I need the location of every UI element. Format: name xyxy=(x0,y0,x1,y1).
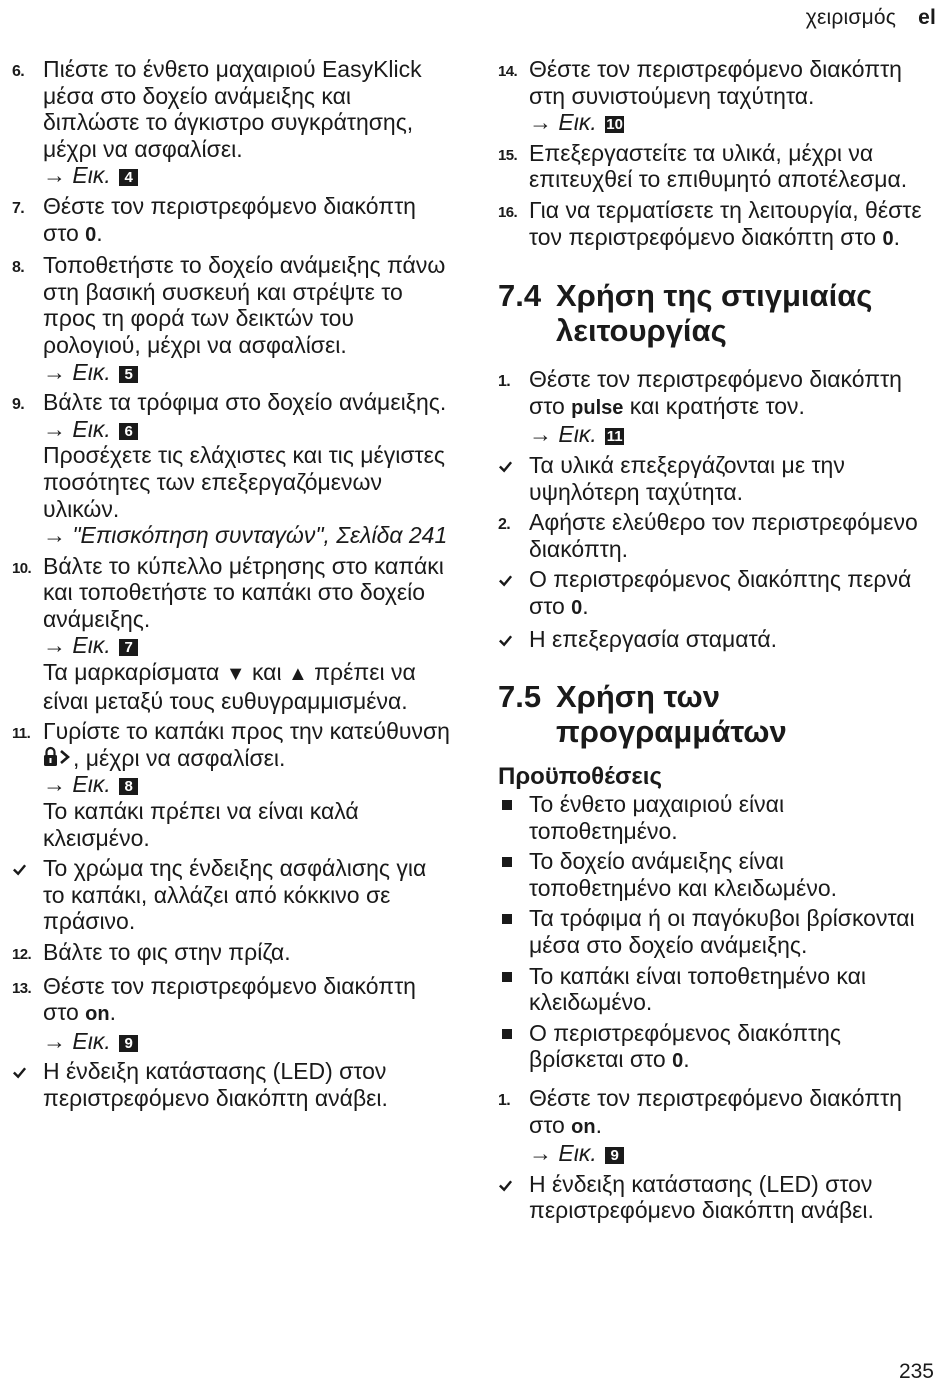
figure-badge: 9 xyxy=(605,1147,624,1164)
step-14 xyxy=(498,56,928,136)
square-bullet-icon xyxy=(498,905,529,958)
prerequisite-item: Ο περιστρεφόμενος διακόπτης βρίσκεται στο 0. xyxy=(498,1020,928,1075)
step-number: 2. xyxy=(498,516,511,534)
section-heading-7-5 xyxy=(498,679,928,749)
step-text: Θέστε τον περιστρεφόμενο διακόπτη στο 0. xyxy=(43,192,416,246)
step-number: 16. xyxy=(498,203,518,221)
step-note: Το καπάκι πρέπει να είναι καλά κλεισμένο. xyxy=(43,798,359,851)
step-8 xyxy=(12,252,450,385)
step-10 xyxy=(12,553,450,715)
page-link[interactable]: → "Επισκόπηση συνταγών", Σελίδα 241 xyxy=(43,522,448,549)
check-icon xyxy=(498,452,529,505)
step-15 xyxy=(498,140,928,193)
step-text: Θέστε τον περιστρεφόμενο διακόπτη στο on. xyxy=(529,1085,902,1138)
step-number: 12. xyxy=(12,946,32,963)
step-6 xyxy=(12,56,450,189)
result-text: Το χρώμα της ένδειξης ασφάλισης για το καπάκι, αλλάζει από κόκκινο σε πράσινο. xyxy=(43,855,427,935)
step-note: Τα μαρκαρίσματα ▼ και ▲ πρέπει να είναι μεταξύ τους ευθυγραμμισμένα. xyxy=(43,659,416,714)
step-13-result xyxy=(12,1058,450,1111)
figure-badge: 8 xyxy=(119,778,138,795)
square-bullet-icon xyxy=(498,963,529,1016)
figure-badge: 4 xyxy=(119,169,138,186)
step-text: Πιέστε το ένθετο μαχαιριού EasyKlick μέσα στο δοχείο ανάμειξης και διπλώστε το άγκιστρο συγκράτησης, μέχρι να ασφαλίσει. xyxy=(43,56,422,162)
pulse-step-2-result-2 xyxy=(498,626,928,654)
section-number: 7.5 xyxy=(498,679,542,715)
step-number: 8. xyxy=(12,259,25,277)
step-number: 6. xyxy=(12,63,25,80)
program-step-1-result xyxy=(498,1171,928,1224)
check-icon xyxy=(498,566,529,621)
prerequisites-heading: Προϋποθέσεις xyxy=(498,763,662,791)
header-section: χειρισμός xyxy=(805,6,897,29)
step-text: Θέστε τον περιστρεφόμενο διακόπτη στη συνιστούμενη ταχύτητα. xyxy=(529,56,902,109)
section-title: Χρήση των προγραμμάτων xyxy=(556,679,787,750)
step-text: Θέστε τον περιστρεφόμενο διακόπτη στο on. xyxy=(43,972,416,1026)
prerequisite-item: Το καπάκι είναι τοποθετημένο και κλειδωμένο. xyxy=(498,963,928,1016)
switch-value: 0 xyxy=(882,227,894,250)
step-text: Βάλτε το φις στην πρίζα. xyxy=(43,939,291,965)
section-title: Χρήση της στιγμιαίας λειτουργίας xyxy=(556,278,873,349)
step-text: Βάλτε το κύπελλο μέτρησης στο καπάκι και τοποθετήστε το καπάκι στο δοχείο ανάμειξης. xyxy=(43,552,444,632)
step-number: 11. xyxy=(12,725,31,743)
figure-ref: → Εικ. 11 xyxy=(529,421,623,448)
figure-badge: 9 xyxy=(119,1035,138,1052)
step-number: 9. xyxy=(12,396,25,414)
result-text: Τα υλικά επεξεργάζονται με την υψηλότερη ταχύτητα. xyxy=(529,451,845,505)
pulse-step-1-result xyxy=(498,452,928,505)
step-13 xyxy=(12,973,450,1055)
prerequisite-item: Το δοχείο ανάμειξης είναι τοποθετημένο και κλειδωμένο. xyxy=(498,848,928,901)
triangle-up-icon: ▲ xyxy=(287,663,308,686)
program-step-1 xyxy=(498,1085,928,1167)
figure-ref: → Εικ. 4 xyxy=(43,162,450,189)
result-text: Η ένδειξη κατάστασης (LED) στον περιστρεφόμενο διακόπτη ανάβει. xyxy=(529,1170,874,1224)
step-text: Αφήστε ελεύθερο τον περιστρεφόμενο διακόπτη. xyxy=(529,509,918,562)
pulse-step-1 xyxy=(498,366,928,448)
section-heading-7-4 xyxy=(498,278,928,348)
figure-ref: → Εικ. 8 xyxy=(43,771,450,798)
prerequisite-item: Το ένθετο μαχαιριού είναι τοποθετημένο. xyxy=(498,791,928,844)
right-column xyxy=(498,56,928,1228)
switch-value: on xyxy=(85,1003,110,1026)
figure-badge: 7 xyxy=(119,639,138,656)
figure-ref: → Εικ. 9 xyxy=(529,1140,928,1167)
step-9 xyxy=(12,389,450,549)
switch-value: 0 xyxy=(85,223,97,246)
check-icon xyxy=(498,626,529,654)
step-text: Γυρίστε το καπάκι προς την κατεύθυνση , μέχρι να ασφαλίσει. xyxy=(43,718,450,771)
step-number: 13. xyxy=(12,979,32,997)
figure-ref: → Εικ. 10 xyxy=(529,109,623,136)
switch-value: on xyxy=(571,1115,596,1138)
result-text: Η επεξεργασία σταματά. xyxy=(529,625,778,652)
step-12 xyxy=(12,939,450,969)
figure-ref: → Εικ. 9 xyxy=(43,1028,450,1055)
step-number: 1. xyxy=(498,373,511,391)
left-column xyxy=(12,56,450,1116)
step-note: Προσέχετε τις ελάχιστες και τις μέγιστες ποσότητες των επεξεργαζόμενων υλικών. xyxy=(43,442,445,522)
result-text: Ο περιστρεφόμενος διακόπτης περνά στο 0. xyxy=(529,566,912,619)
step-11 xyxy=(12,718,450,851)
figure-ref: → Εικ. 7 xyxy=(43,632,450,659)
figure-badge: 11 xyxy=(606,428,623,446)
header-language: el xyxy=(918,6,936,29)
pulse-step-2-result-1 xyxy=(498,566,928,621)
page-header xyxy=(806,6,936,30)
step-text: Θέστε τον περιστρεφόμενο διακόπτη στο pulse και κρατήστε τον. xyxy=(529,366,902,419)
square-bullet-icon xyxy=(498,1020,529,1075)
step-number: 14. xyxy=(498,63,518,80)
figure-badge: 10 xyxy=(606,116,623,134)
check-icon xyxy=(12,855,43,935)
page-number: 235 xyxy=(898,1360,934,1383)
step-text: Βάλτε τα τρόφιμα στο δοχείο ανάμειξης. xyxy=(43,389,447,416)
check-icon xyxy=(498,1171,529,1224)
result-text: Η ένδειξη κατάστασης (LED) στον περιστρεφόμενο διακόπτη ανάβει. xyxy=(43,1058,388,1111)
section-number: 7.4 xyxy=(498,278,542,314)
step-16 xyxy=(498,197,928,252)
figure-badge: 5 xyxy=(119,366,138,383)
switch-value: 0 xyxy=(672,1050,684,1073)
figure-ref: → Εικ. 6 xyxy=(43,416,450,443)
step-number: 15. xyxy=(498,146,518,164)
figure-ref: → Εικ. 5 xyxy=(43,359,450,386)
step-number: 7. xyxy=(12,199,25,217)
step-text: Για να τερματίσετε τη λειτουργία, θέστε τον περιστρεφόμενο διακόπτη στο 0. xyxy=(529,196,922,250)
step-number: 10. xyxy=(12,559,32,577)
switch-value: 0 xyxy=(571,596,583,619)
triangle-down-icon: ▼ xyxy=(225,663,246,686)
prerequisite-item: Τα τρόφιμα ή οι παγόκυβοι βρίσκονται μέσα στο δοχείο ανάμειξης. xyxy=(498,905,928,958)
step-text: Τοποθετήστε το δοχείο ανάμειξης πάνω στη βασική συσκευή και στρέψτε το προς τη φορά των δεικτών του ρολογιού, μέχρι να ασφαλίσει. xyxy=(43,252,446,358)
pulse-step-2 xyxy=(498,509,928,562)
switch-value: pulse xyxy=(571,396,624,419)
lock-arrow-icon xyxy=(43,746,73,768)
figure-badge: 6 xyxy=(119,423,138,440)
step-11-result xyxy=(12,855,450,935)
square-bullet-icon xyxy=(498,791,529,844)
step-text: Επεξεργαστείτε τα υλικά, μέχρι να επιτευχθεί το επιθυμητό αποτέλεσμα. xyxy=(529,139,908,193)
step-number: 1. xyxy=(498,1092,511,1110)
check-icon xyxy=(12,1058,43,1111)
square-bullet-icon xyxy=(498,848,529,901)
step-7 xyxy=(12,193,450,248)
